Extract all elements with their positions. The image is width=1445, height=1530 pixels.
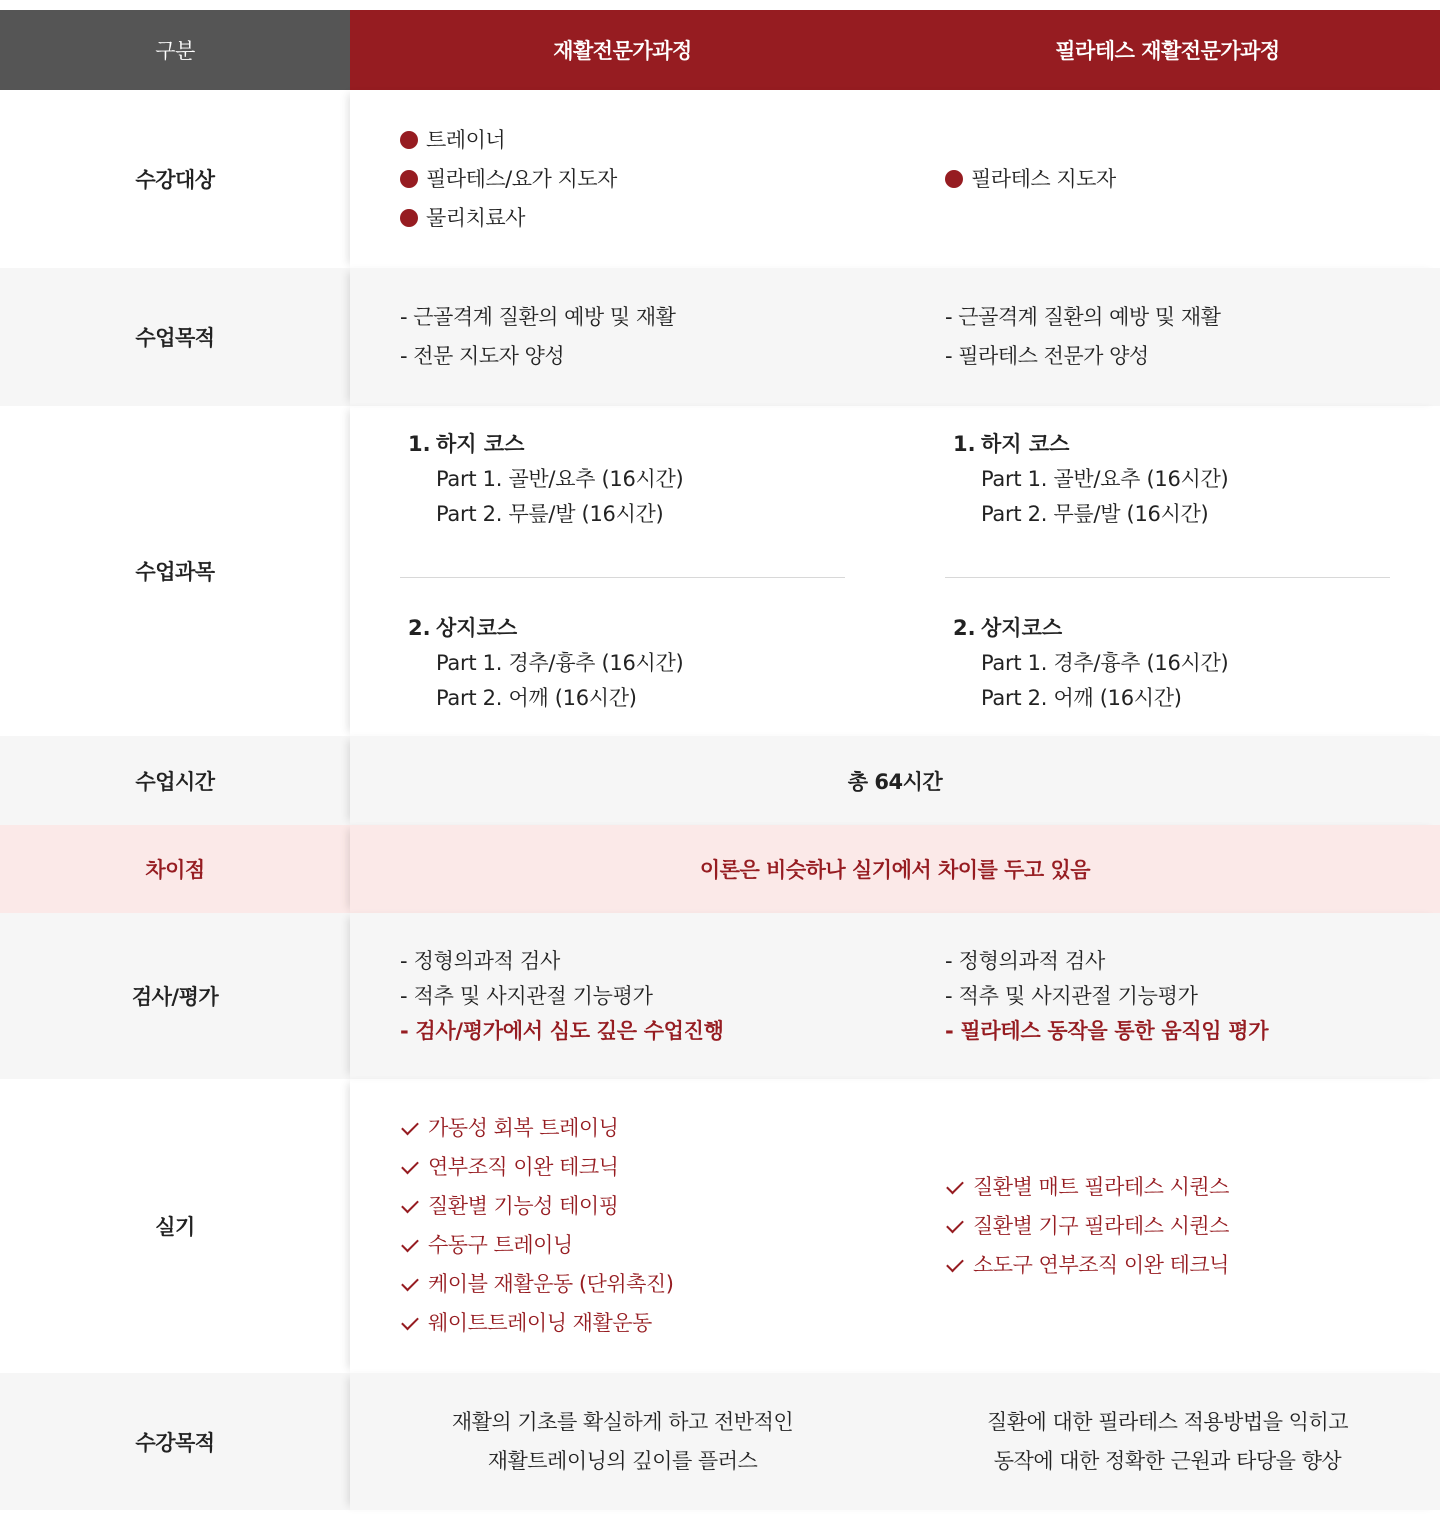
list-item: Part 1. 경추/흉추 (16시간): [981, 650, 1229, 675]
section-title: 1. 하지 코스: [408, 431, 525, 456]
check-icon: [401, 1118, 419, 1136]
list-item: 필라테스/요가 지도자: [400, 160, 895, 199]
list-item: 트레이너: [400, 121, 895, 160]
list-item: - 정형의과적 검사: [400, 948, 560, 973]
cell-course-b: [895, 1373, 1440, 1510]
list-item: 필라테스 지도자: [945, 160, 1440, 199]
list-item: Part 2. 무릎/발 (16시간): [981, 501, 1209, 526]
row-subjects: [0, 406, 1440, 736]
header-courses: [350, 10, 1440, 90]
header-course-a: 재활전문가과정: [553, 39, 692, 63]
cell-course-b: [895, 406, 1440, 736]
hours-value: 총 64시간: [847, 769, 943, 794]
cell-course-a: [350, 268, 895, 406]
row-cells: [350, 736, 1440, 825]
cell-course-a: [350, 1079, 895, 1373]
row-label: 수강목적: [135, 1430, 215, 1455]
divider: [400, 577, 845, 578]
section-title: 1. 하지 코스: [953, 431, 1070, 456]
row-hours: [0, 736, 1440, 825]
row-purpose: [0, 268, 1440, 406]
list-item: Part 1. 경추/흉추 (16시간): [436, 650, 684, 675]
bullet-dot-icon: [400, 209, 418, 227]
list-item: 웨이트트레이닝 재활운동: [400, 1304, 895, 1343]
row-goal: [0, 1373, 1440, 1510]
list-item: Part 1. 골반/요추 (16시간): [436, 466, 684, 491]
difference-value: 이론은 비슷하나 실기에서 차이를 두고 있음: [699, 858, 1091, 882]
list-item: 질환별 기능성 테이핑: [400, 1187, 895, 1226]
list-item: - 적추 및 사지관절 기능평가: [400, 983, 653, 1008]
check-icon: [401, 1196, 419, 1214]
row-label: 차이점: [145, 858, 205, 882]
list-item: - 전문 지도자 양성: [400, 344, 565, 368]
comparison-table: [0, 10, 1440, 1510]
divider: [945, 577, 1390, 578]
text-line: 재활트레이닝의 깊이를 플러스: [487, 1448, 758, 1473]
text-line: 재활의 기초를 확실하게 하고 전반적인: [451, 1409, 794, 1434]
row-target: [0, 90, 1440, 268]
cell-course-b: [895, 268, 1440, 406]
header-course-b: 필라테스 재활전문가과정: [1055, 39, 1280, 63]
list-item: 가동성 회복 트레이닝: [400, 1109, 895, 1148]
check-icon: [946, 1254, 964, 1272]
bullet-dot-icon: [945, 170, 963, 188]
check-icon: [946, 1176, 964, 1194]
row-evaluation: [0, 913, 1440, 1079]
list-item: 물리치료사: [400, 199, 895, 238]
list-item: - 필라테스 전문가 양성: [945, 344, 1149, 368]
list-item: - 적추 및 사지관절 기능평가: [945, 983, 1198, 1008]
header-category: 구분: [0, 10, 350, 90]
list-item: Part 1. 골반/요추 (16시간): [981, 466, 1229, 491]
text-line: 동작에 대한 정확한 근원과 타당을 향상: [993, 1448, 1342, 1473]
check-icon: [401, 1274, 419, 1292]
cell-course-a: [350, 90, 895, 268]
list-item: 소도구 연부조직 이완 테크닉: [945, 1246, 1440, 1285]
bullet-dot-icon: [400, 170, 418, 188]
list-item: Part 2. 어깨 (16시간): [436, 685, 637, 710]
cell-course-a: [350, 406, 895, 736]
row-cells: [350, 1079, 1440, 1373]
row-label: 검사/평가: [131, 985, 219, 1009]
cell-course-b: [895, 90, 1440, 268]
row-label: 수업목적: [135, 326, 215, 350]
row-cells: [350, 1373, 1440, 1510]
bullet-dot-icon: [400, 131, 418, 149]
row-label: 수업과목: [135, 560, 215, 584]
list-item: 케이블 재활운동 (단위촉진): [400, 1265, 895, 1304]
list-item: 질환별 기구 필라테스 시퀀스: [945, 1207, 1440, 1246]
highlight-item: - 검사/평가에서 심도 깊은 수업진행: [400, 1018, 724, 1043]
check-icon: [401, 1313, 419, 1331]
row-cells: [350, 825, 1440, 913]
cell-course-a: [350, 913, 895, 1079]
row-label: 실기: [155, 1215, 195, 1239]
list-item: Part 2. 무릎/발 (16시간): [436, 501, 664, 526]
text-line: 질환에 대한 필라테스 적용방법을 익히고: [986, 1409, 1349, 1434]
list-item: - 정형의과적 검사: [945, 948, 1105, 973]
row-difference: [0, 825, 1440, 913]
check-icon: [401, 1235, 419, 1253]
cell-course-b: [895, 1079, 1440, 1373]
list-item: - 근골격계 질환의 예방 및 재활: [400, 305, 676, 329]
section-title: 2. 상지코스: [408, 615, 518, 640]
highlight-item: - 필라테스 동작을 통한 움직임 평가: [945, 1018, 1269, 1043]
table-header: [0, 10, 1440, 90]
cell-course-a: [350, 1373, 895, 1510]
list-item: - 근골격계 질환의 예방 및 재활: [945, 305, 1221, 329]
row-cells: [350, 913, 1440, 1079]
section-title: 2. 상지코스: [953, 615, 1063, 640]
list-item: 질환별 매트 필라테스 시퀀스: [945, 1168, 1440, 1207]
list-item: 수동구 트레이닝: [400, 1226, 895, 1265]
check-icon: [401, 1157, 419, 1175]
row-cells: [350, 90, 1440, 268]
check-icon: [946, 1215, 964, 1233]
row-cells: [350, 268, 1440, 406]
row-practice: [0, 1079, 1440, 1373]
cell-course-b: [895, 913, 1440, 1079]
row-label: 수강대상: [135, 168, 215, 192]
list-item: 연부조직 이완 테크닉: [400, 1148, 895, 1187]
list-item: Part 2. 어깨 (16시간): [981, 685, 1182, 710]
row-label: 수업시간: [135, 769, 215, 794]
row-cells: [350, 406, 1440, 736]
